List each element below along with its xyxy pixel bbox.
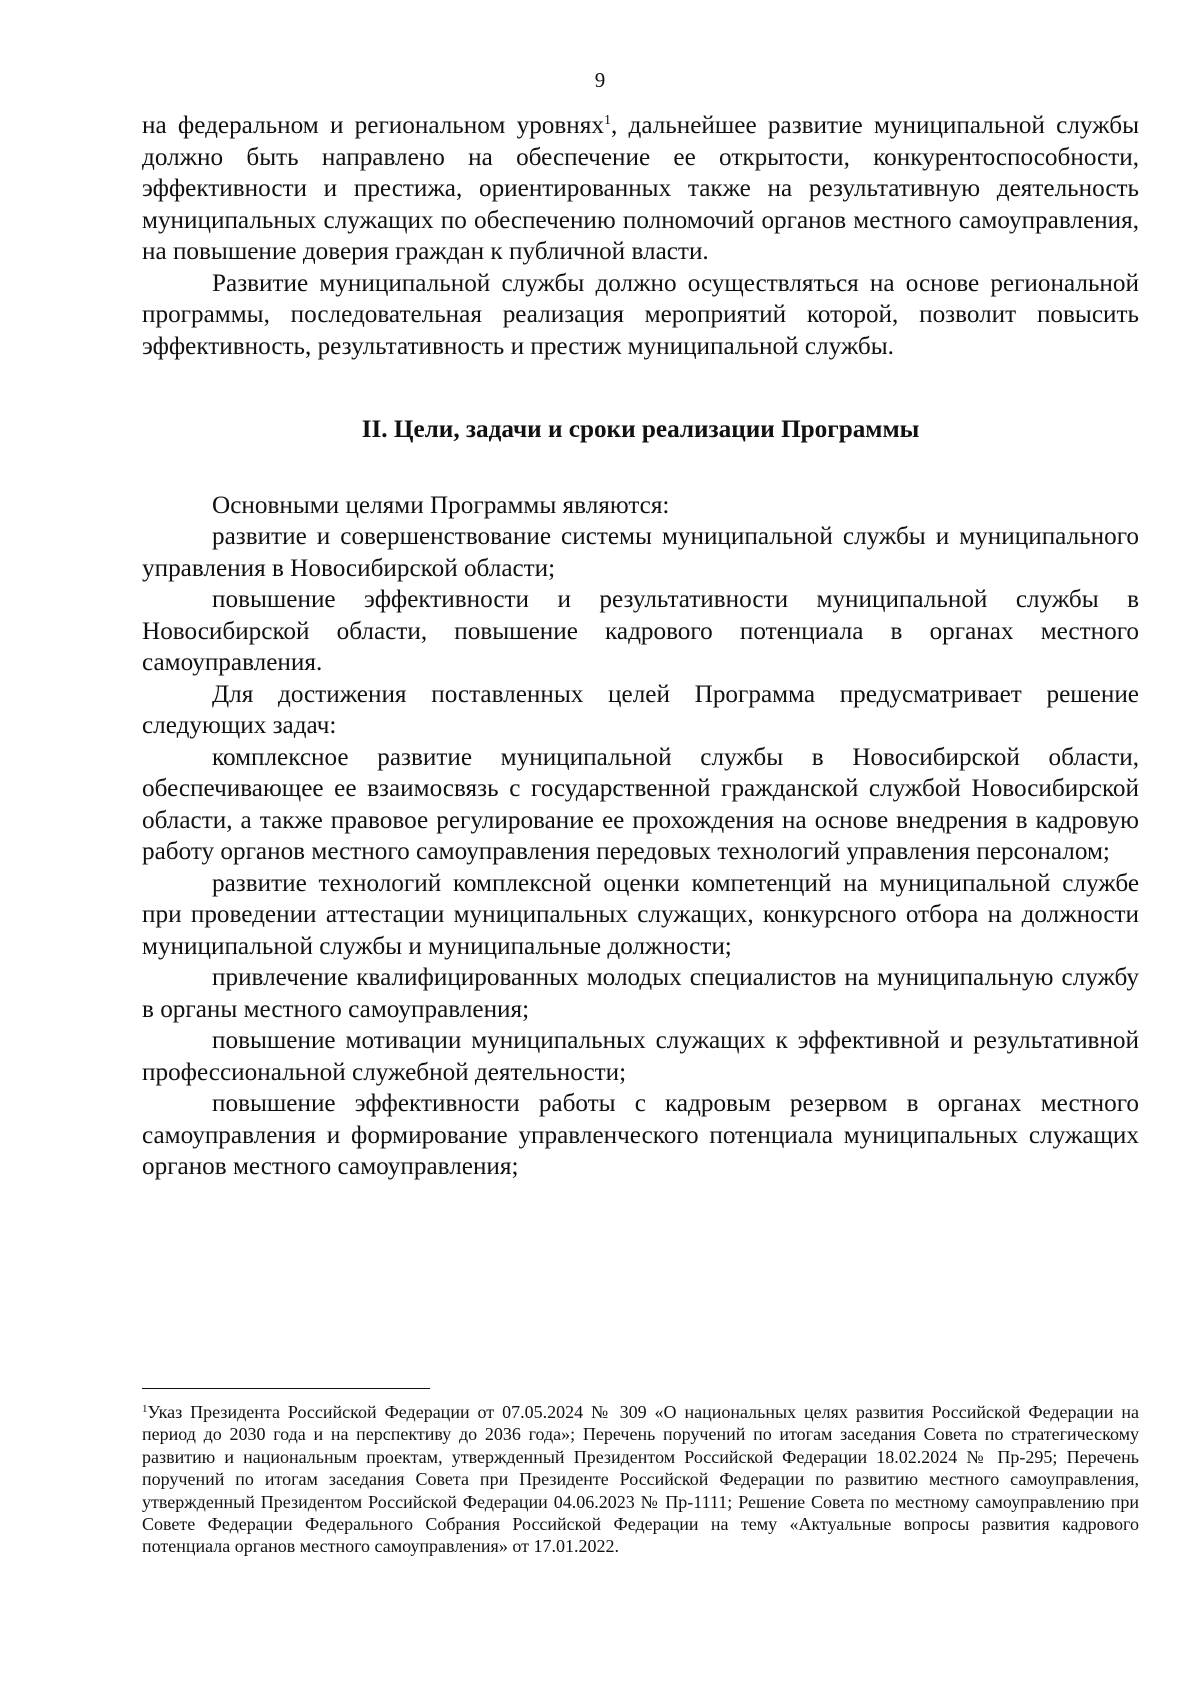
footnote-divider: [142, 1388, 430, 1389]
footnote-reference: 1: [603, 113, 611, 128]
list-item-task: развитие технологий комплексной оценки компетенций на муниципальной службе при проведении аттестации муниципальных служащих, конкурсного отбора на должности муниципальной службы и муниципальные должности;: [142, 869, 1139, 960]
section-heading: II. Цели, задачи и сроки реализации Программы: [361, 416, 920, 443]
list-item-task: повышение эффективности работы с кадровым резервом в органах местного самоуправления и формирование управленческого потенциала муниципальных служащих органов местного самоуправления;: [142, 1090, 1139, 1180]
page-number: 9: [594, 68, 606, 92]
list-item-task: привлечение квалифицированных молодых специалистов на муниципальную службу в органы местного самоуправления;: [142, 964, 1139, 1023]
document-body: [142, 110, 1139, 1183]
paragraph-text: на федеральном и региональном уровнях: [142, 112, 604, 139]
paragraph-continuation: [142, 110, 1139, 268]
footnote-text: Указ Президента Российской Федерации от 07.05.2024 № 309 «О национальных целях развития Российской Федерации на период до 2030 года и на перспективу до 2036 года»; Перечень поручений по итогам заседания Совета по стратегическому развитию и национальным проектам, утвержденный Президентом Российской Федерации 18.02.2024 № Пр-295; Перечень поручений по итогам заседания Совета при Президенте Российской Федерации по развитию местного самоуправления, утвержденный Президентом Российской Федерации 04.06.2023 № Пр-1111; Решение Совета по местному самоуправлению при Совете Федерации Федерального Собрания Российской Федерации на тему «Актуальные вопросы развития кадрового потенциала органов местного самоуправления» от 17.01.2022.: [142, 1402, 1139, 1557]
paragraph-goals-intro: Основными целями Программы являются:: [212, 491, 670, 519]
footnote-mark: 1: [142, 1403, 148, 1415]
list-item-goal: повышение эффективности и результативности муниципальной службы в Новосибирской области, повышение кадрового потенциала в органах местного самоуправления.: [142, 586, 1139, 676]
list-item-goal: развитие и совершенствование системы муниципальной службы и муниципального управления в Новосибирской области;: [142, 523, 1139, 582]
paragraph-development-basis: Развитие муниципальной службы должно осуществляться на основе региональной программы, последовательная реализация мероприятий которой, позволит повысить эффективность, результативность и престиж муниципальной службы.: [142, 269, 1139, 360]
paragraph-tasks-intro: Для достижения поставленных целей Программа предусматривает решение следующих задач:: [142, 680, 1139, 739]
footnote: [142, 1401, 1139, 1558]
paragraph-text: , дальнейшее развитие муниципальной службы должно быть направлено на обеспечение ее открытости, конкурентоспособности, эффективности и престижа, ориентированных также на результативную деятельность муниципальных служащих по обеспечению полномочий органов местного самоуправления, на повышение доверия граждан к публичной власти.: [142, 112, 1139, 265]
list-item-task: комплексное развитие муниципальной службы в Новосибирской области, обеспечивающее ее взаимосвязь с государственной гражданской службой Новосибирской области, а также правовое регулирование ее прохождения на основе внедрения в кадровую работу органов местного самоуправления передовых технологий управления персоналом;: [142, 743, 1139, 865]
list-item-task: повышение мотивации муниципальных служащих к эффективной и результативной профессиональной служебной деятельности;: [142, 1027, 1139, 1086]
